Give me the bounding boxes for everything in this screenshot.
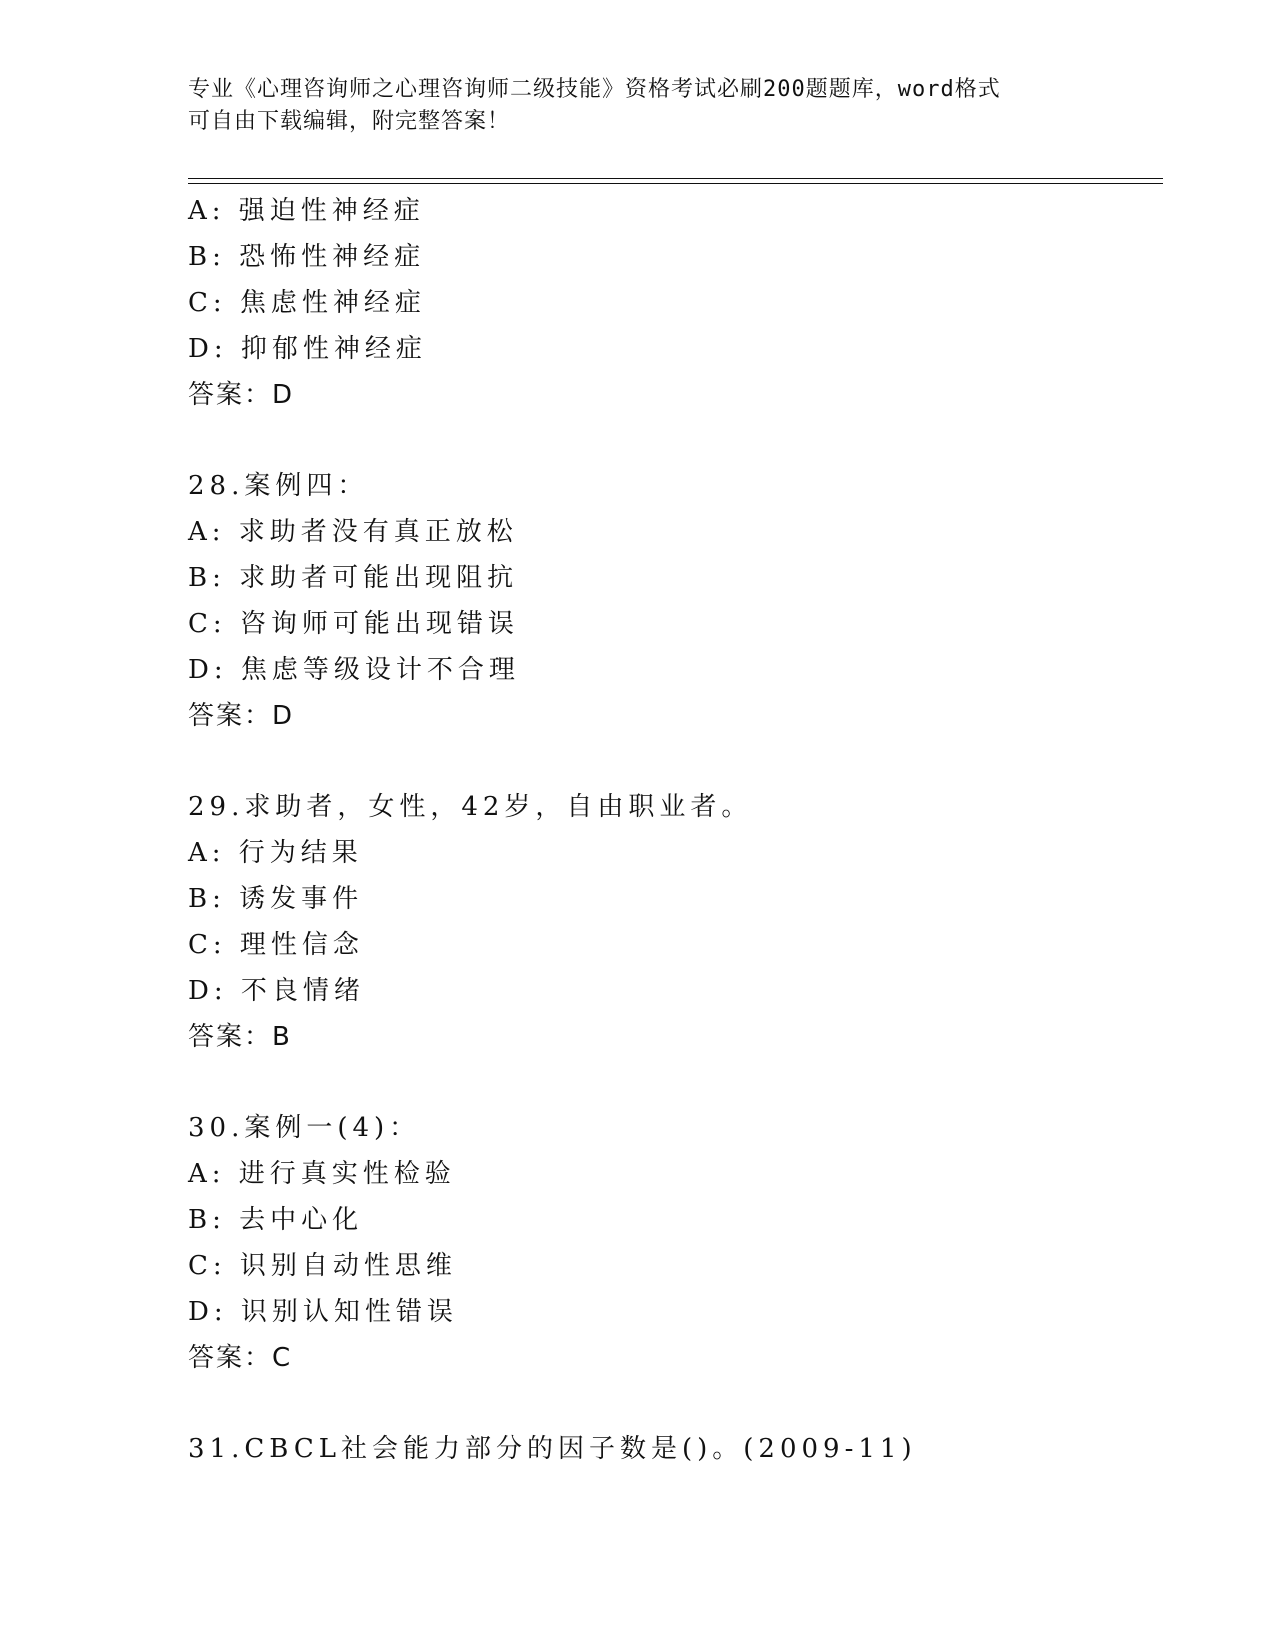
question-block [188, 463, 1148, 739]
option-d: D: 不良情绪 [188, 976, 365, 1006]
answer-line: 答案：D [188, 380, 295, 410]
question-text: 28.案例四： [188, 471, 369, 501]
option-b: B: 求助者可能出现阻抗 [188, 563, 519, 593]
option-a: A: 求助者没有真正放松 [188, 517, 518, 547]
question-block [188, 1105, 1148, 1381]
question-block [188, 188, 1148, 418]
option-a: A: 强迫性神经症 [188, 196, 425, 226]
option-c: C: 咨询师可能出现错误 [188, 609, 519, 639]
question-text: 30.案例一(4)： [188, 1113, 421, 1143]
question-text: 31.CBCL社会能力部分的因子数是()。(2009-11) [188, 1434, 917, 1464]
option-c: C: 识别自动性思维 [188, 1251, 457, 1281]
option-b: B: 去中心化 [188, 1205, 364, 1235]
option-d: D: 焦虑等级设计不合理 [188, 655, 520, 685]
document-header [188, 74, 1088, 138]
question-block [188, 784, 1148, 1060]
option-c: C: 焦虑性神经症 [188, 288, 426, 318]
option-d: D: 抑郁性神经症 [188, 334, 427, 364]
header-divider-top [188, 178, 1163, 179]
option-a: A: 行为结果 [188, 838, 363, 868]
header-divider-bottom [188, 183, 1163, 184]
header-title-line2: 可自由下载编辑，附完整答案！ [188, 109, 511, 134]
question-text: 29.求助者，女性，42岁，自由职业者。 [188, 792, 753, 822]
question-list [188, 188, 1148, 1472]
answer-line: 答案：D [188, 701, 295, 731]
answer-line: 答案：B [188, 1022, 292, 1052]
answer-line: 答案：C [188, 1343, 293, 1373]
option-b: B: 恐怖性神经症 [188, 242, 426, 272]
option-d: D: 识别认知性错误 [188, 1297, 458, 1327]
option-c: C: 理性信念 [188, 930, 364, 960]
header-title-line1: 专业《心理咨询师之心理咨询师二级技能》资格考试必刷200题题库，word格式 [188, 77, 1001, 102]
question-block [188, 1426, 1148, 1472]
option-a: A: 进行真实性检验 [188, 1159, 456, 1189]
option-b: B: 诱发事件 [188, 884, 364, 914]
